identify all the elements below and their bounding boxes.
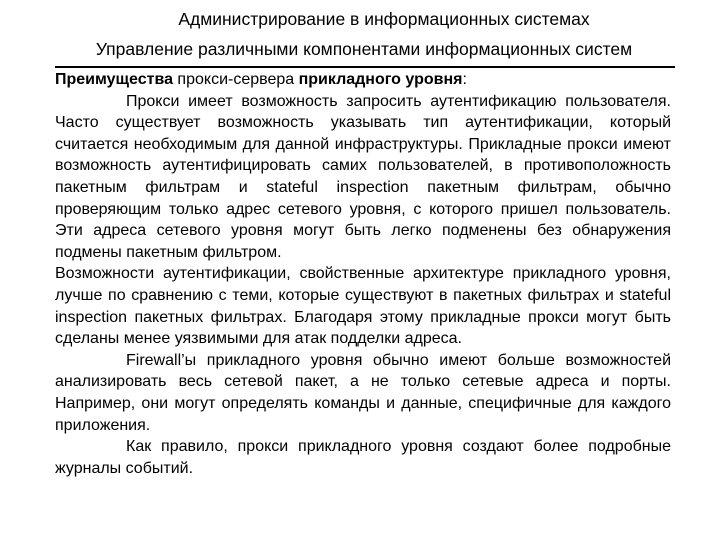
paragraph-auth-capabilities: Возможности аутентификации, свойственные архитектуре прикладного уровня, лучше по сравнению с теми, которые существуют в пакетных фильтрах и stateful inspection пакетных фильтрах. Благодаря этому прикладные прокси могут быть сделаны менее уязвимыми для атак подделки адреса. xyxy=(55,265,671,348)
paragraph-authentication: Прокси имеет возможность запросить аутентификацию пользователя. Часто существует возможность указывать тип аутентификации, который считается необходимым для данной инфраструктуры. Прикладные прокси имеют возможность аутентифицировать самих пользователей, в противоположность пакетным фильтрам и stateful inspection пакетным фильтрам, обычно проверяющим только адрес сетевого уровня, с которого пришел пользователь. Эти адреса сетевого уровня могут быть легко подменены без обнаружения подмены пакетным фильтром. xyxy=(55,92,671,261)
section-heading xyxy=(55,69,671,91)
heading-application-level: прикладного уровня xyxy=(298,71,463,88)
paragraph-firewall-analysis: Firewall’ы прикладного уровня обычно имеют больше возможностей анализировать весь сетевой пакет, а не только сетевые адреса и порты. Например, они могут определять команды и данные, специфичные для каждого приложения. xyxy=(55,351,671,434)
slide-subtitle: Управление различными компонентами информационных систем xyxy=(95,39,633,59)
title-separator-line xyxy=(55,66,675,68)
paragraph-event-logs: Как правило, прокси прикладного уровня создают более подробные журналы событий. xyxy=(55,438,671,477)
heading-advantages: Преимущества xyxy=(55,71,173,88)
heading-colon: : xyxy=(462,71,467,88)
heading-proxy-server: прокси-сервера xyxy=(172,71,299,88)
slide-body xyxy=(55,69,671,479)
slide-title: Администрирование в информационных системах xyxy=(178,9,590,29)
